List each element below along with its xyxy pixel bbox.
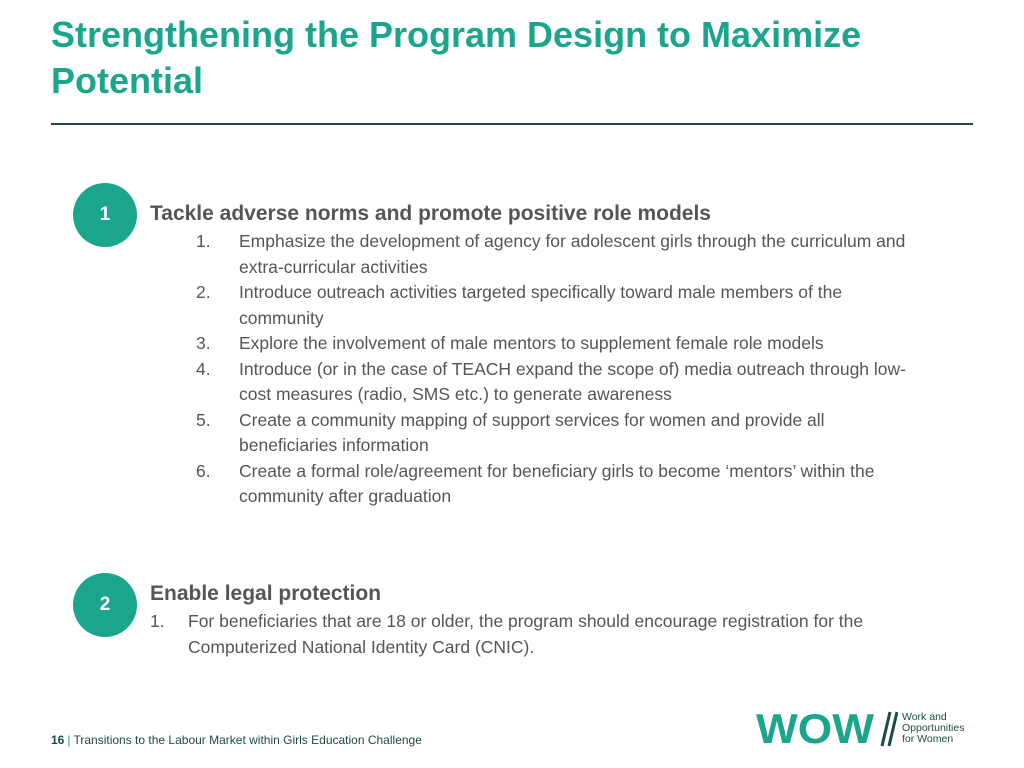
section-1-heading: Tackle adverse norms and promote positive role models [150,202,711,225]
list-item [196,357,916,408]
list-item [196,408,916,459]
wow-logo [756,708,964,748]
page-number: 16 [51,733,65,747]
wow-logo-wordmark: WOW [756,708,875,748]
list-item-number: 4. [196,358,211,379]
list-item-number: 6. [196,460,211,481]
list-item [196,229,916,280]
wow-logo-line-2: Opportunities [902,721,965,734]
list-item-number: 1. [150,611,165,631]
list-item-text: Explore the involvement of male mentors to supplement female role models [239,333,824,353]
list-item-text: Introduce outreach activities targeted specifically toward male members of the community [239,282,843,328]
title-divider [51,123,973,125]
section-2-badge: 2 [73,573,137,637]
list-item-text: For beneficiaries that are 18 or older, the program should encourage registration for the Computerized National Identity Card (CNIC). [188,611,864,657]
section-1-badge: 1 [73,183,137,247]
list-item-number: 5. [196,409,211,430]
list-item-text: Create a formal role/agreement for beneficiary girls to become ‘mentors’ within the community after graduation [239,460,875,506]
wow-logo-mark [756,708,898,748]
list-item-number: 1. [196,231,211,251]
section-2-heading: Enable legal protection [150,582,382,605]
footer-text: Transitions to the Labour Market within Girls Education Challenge [73,733,422,747]
section-2-list [150,609,910,660]
wow-logo-line-1: Work and [902,710,947,723]
list-item-text: Create a community mapping of support services for women and provide all beneficiaries information [239,409,825,455]
list-item-number: 2. [196,282,211,302]
list-item-text: Emphasize the development of agency for adolescent girls through the curriculum and extra-curricular activities [239,231,906,277]
list-item [150,609,910,660]
slide-title: Strengthening the Program Design to Maximize Potential [51,14,862,101]
list-item-text: Introduce (or in the case of TEACH expand the scope of) media outreach through low-cost measures (radio, SMS etc.) to generate awareness [239,358,906,404]
wow-logo-text [902,712,964,745]
list-item-number: 3. [196,333,211,353]
section-1-list [196,229,916,510]
list-item [196,459,916,510]
footer-separator: | [67,733,71,747]
list-item [196,280,916,331]
list-item [196,331,916,357]
footer [51,733,422,747]
wow-logo-line-3: for Women [902,732,954,745]
